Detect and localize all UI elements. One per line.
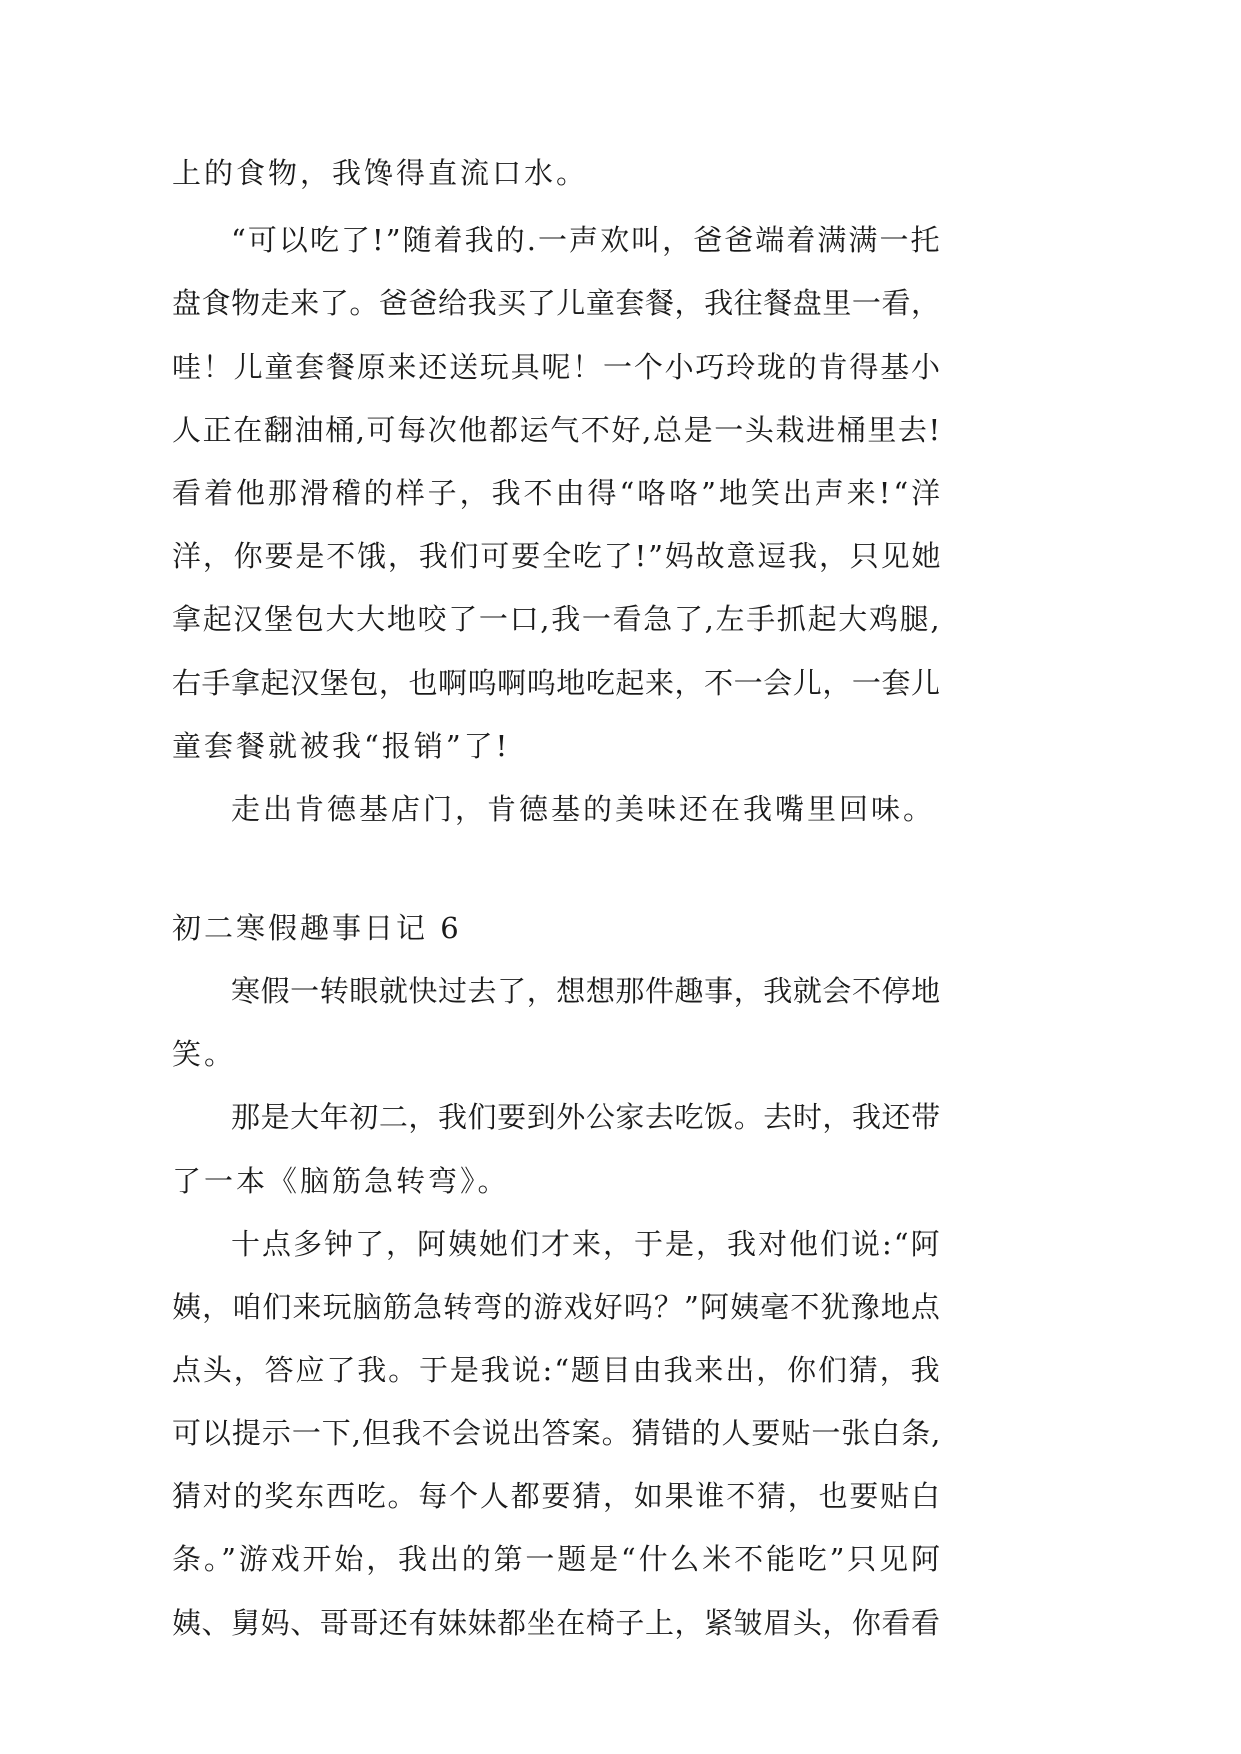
text-line: 人正在翻油桶,可每次他都运气不好,总是一头栽进桶里去! bbox=[172, 413, 942, 447]
text-line: 寒假一转眼就快过去了，想想那件趣事，我就会不停地 bbox=[231, 974, 941, 1008]
text-line: 点头，答应了我。于是我说:“题目由我来出，你们猜，我 bbox=[172, 1353, 942, 1387]
text-line: 条。”游戏开始，我出的第一题是“什么米不能吃”只见阿 bbox=[172, 1542, 943, 1576]
text-line: 姨，咱们来玩脑筋急转弯的游戏好吗？”阿姨毫不犹豫地点 bbox=[172, 1290, 941, 1324]
text-line: 十点多钟了，阿姨她们才来，于是，我对他们说:“阿 bbox=[231, 1227, 942, 1261]
text-line: 看着他那滑稽的样子，我不由得“咯咯”地笑出声来!“洋 bbox=[172, 476, 944, 510]
text-line: 可以提示一下,但我不会说出答案。猜错的人要贴一张白条, bbox=[172, 1416, 942, 1450]
text-line: 童套餐就被我“报销”了! bbox=[172, 729, 511, 763]
text-line: 那是大年初二，我们要到外公家去吃饭。去时，我还带 bbox=[231, 1100, 941, 1134]
text-line: “可以吃了!”随着我的.一声欢叫，爸爸端着满满一托 bbox=[231, 223, 942, 257]
text-line: 走出肯德基店门，肯德基的美味还在我嘴里回味。 bbox=[231, 792, 936, 826]
text-line: 盘食物走来了。爸爸给我买了儿童套餐，我往餐盘里一看， bbox=[172, 286, 941, 320]
text-line: 洋，你要是不饿，我们可要全吃了!”妈故意逗我，只见她 bbox=[172, 539, 943, 573]
text-line: 姨、舅妈、哥哥还有妹妹都坐在椅子上，紧皱眉头，你看看 bbox=[172, 1606, 941, 1640]
text-line: 上的食物，我馋得直流口水。 bbox=[172, 156, 589, 190]
text-line: 笑。 bbox=[172, 1037, 237, 1071]
text-line: 右手拿起汉堡包，也啊呜啊呜地吃起来，不一会儿，一套儿 bbox=[172, 666, 941, 700]
text-line: 哇！儿童套餐原来还送玩具呢！一个小巧玲珑的肯得基小 bbox=[172, 350, 942, 384]
text-line: 了一本《脑筋急转弯》。 bbox=[172, 1164, 510, 1198]
section-heading: 初二寒假趣事日记 6 bbox=[172, 911, 462, 945]
text-line: 拿起汉堡包大大地咬了一口,我一看急了,左手抓起大鸡腿, bbox=[172, 602, 942, 636]
text-line: 猜对的奖东西吃。每个人都要猜，如果谁不猜，也要贴白 bbox=[172, 1479, 942, 1513]
